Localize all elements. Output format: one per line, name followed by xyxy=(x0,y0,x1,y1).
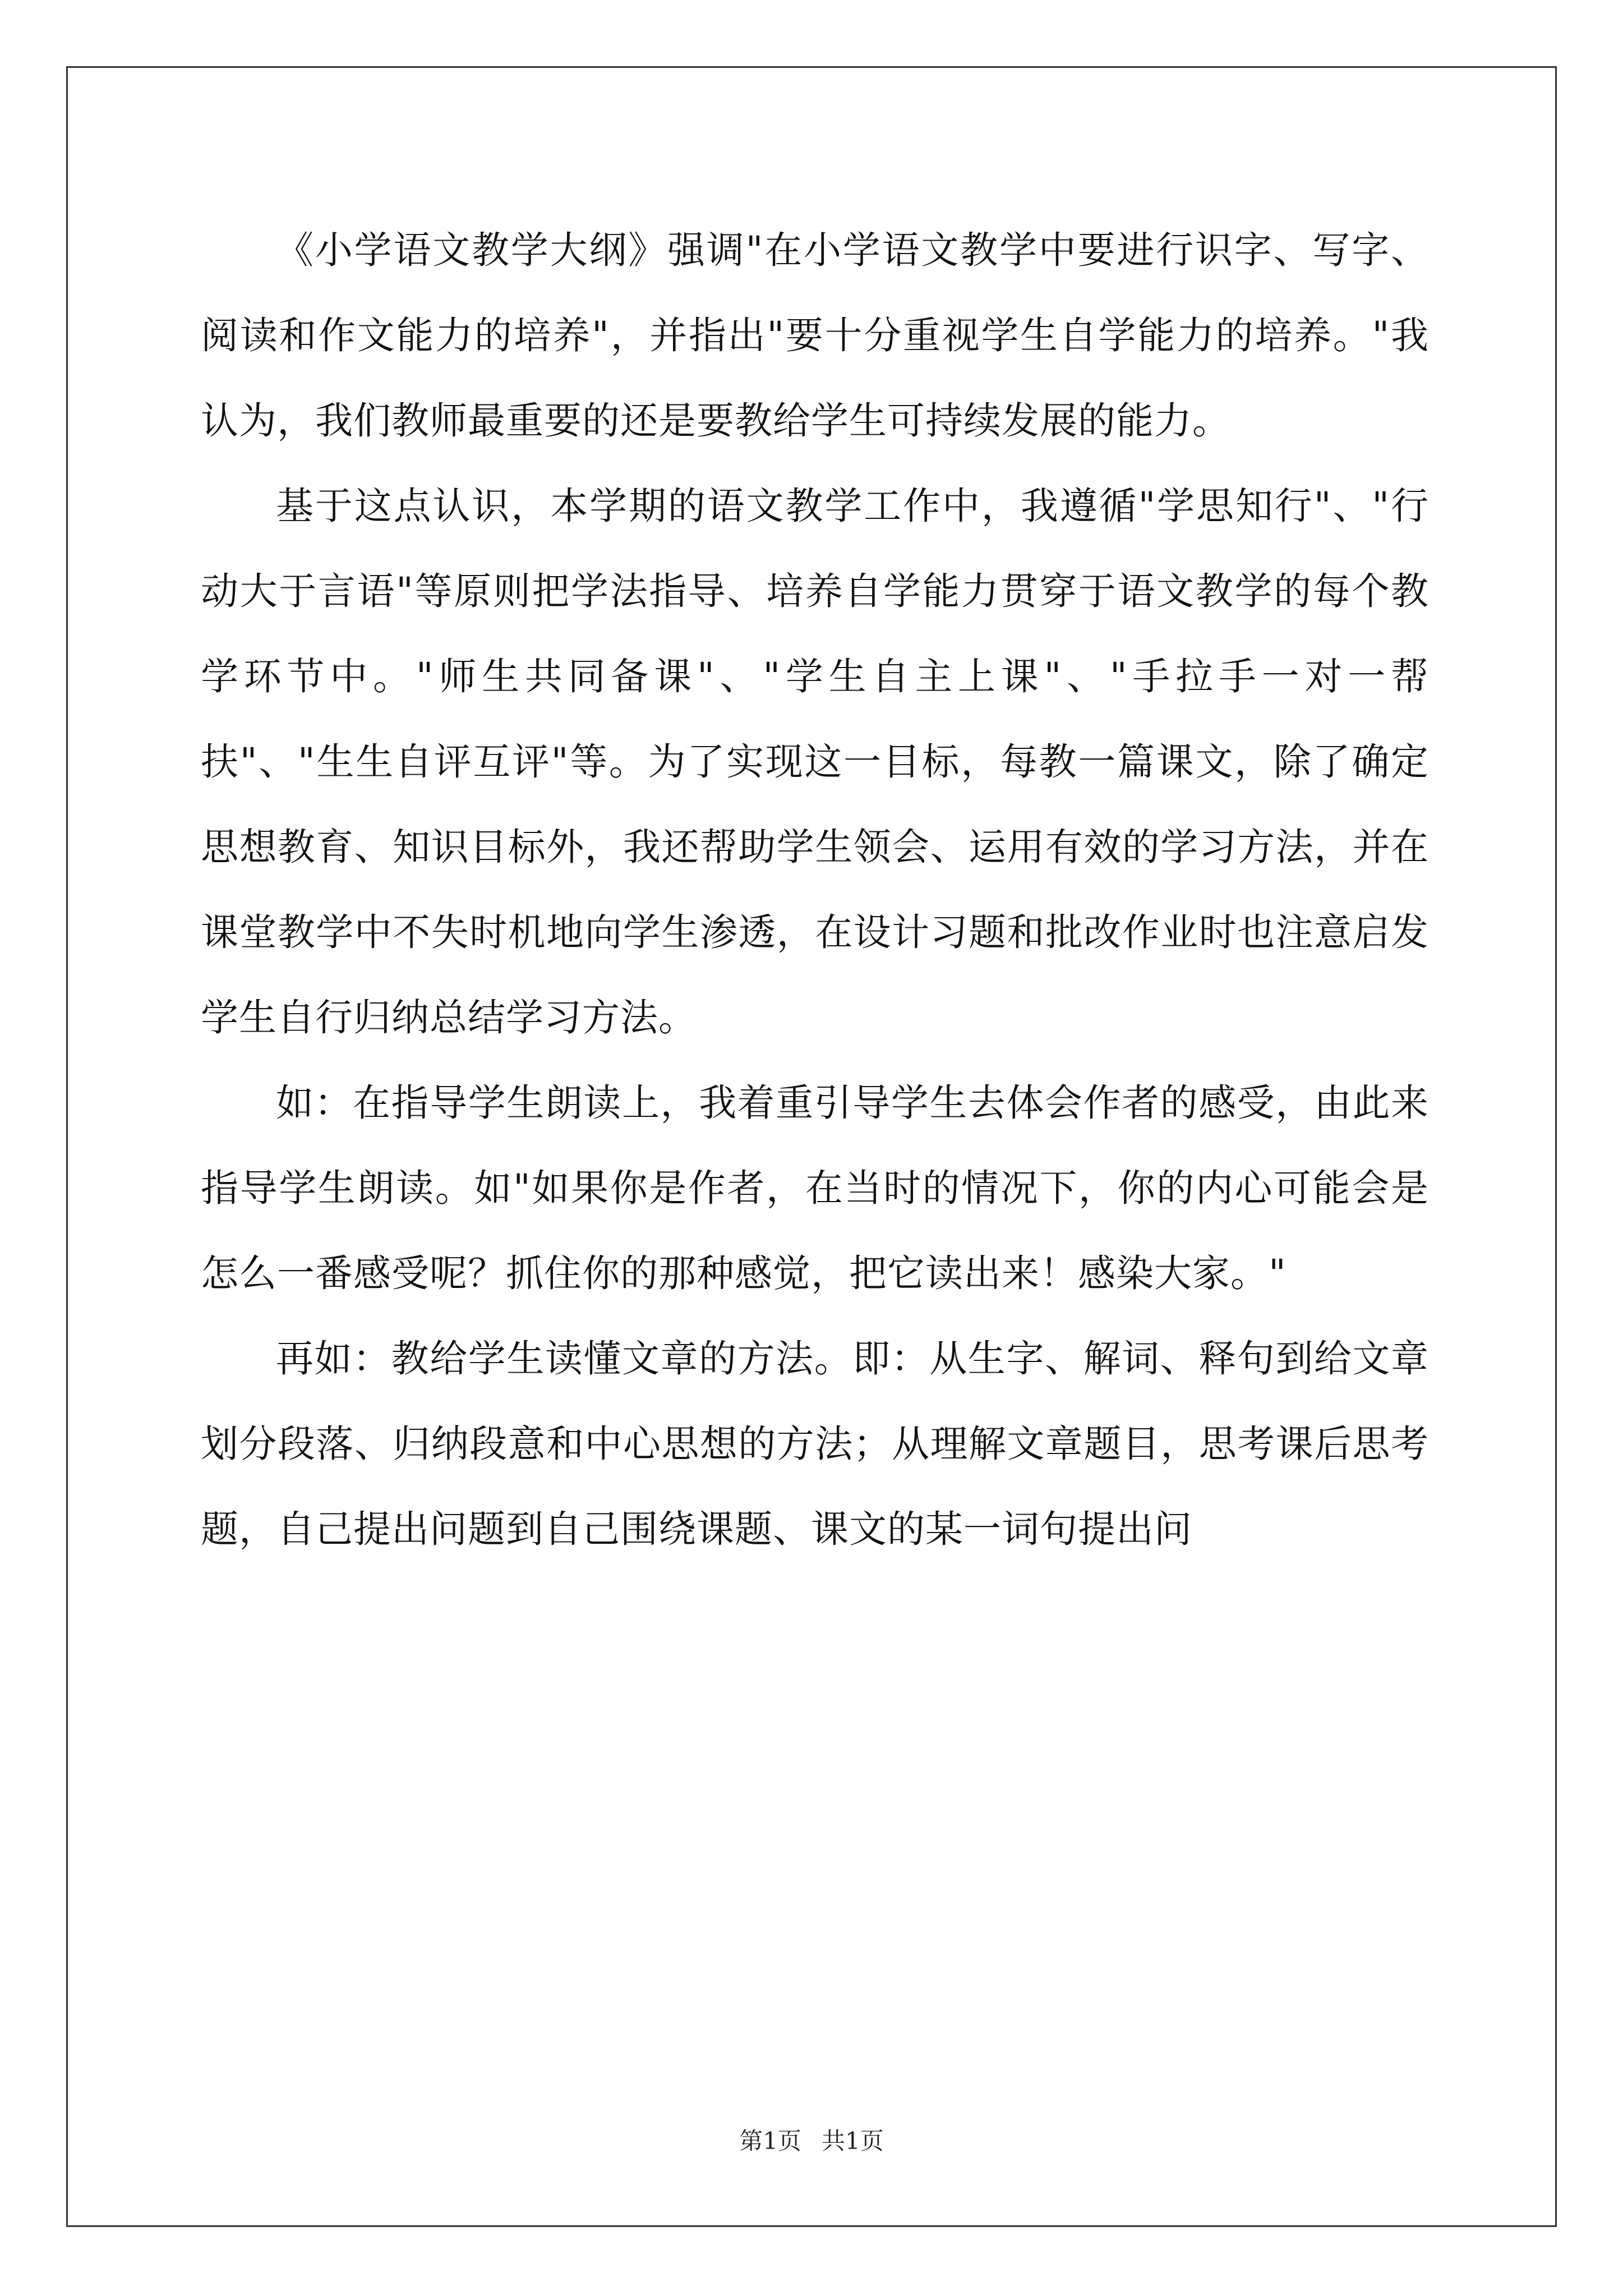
paragraph-4: 再如：教给学生读懂文章的方法。即：从生字、解词、释句到给文章划分段落、归纳段意和中心思想的方法；从理解文章题目，思考课后思考题，自己提出问题到自己围绕课题、课文的某一词句提出问 xyxy=(201,1337,1429,1551)
paragraph-3: 如：在指导学生朗读上，我着重引导学生去体会作者的感受，由此来指导学生朗读。如"如果你是作者，在当时的情况下，你的内心可能会是怎么一番感受呢？抓住你的那种感觉，把它读出来！感染大家。" xyxy=(201,1081,1429,1295)
paragraph-2: 基于这点认识，本学期的语文教学工作中，我遵循"学思知行"、"行动大于言语"等原则把学法指导、培养自学能力贯穿于语文教学的每个教学环节中。"师生共同备课"、"学生自主上课"、"手拉手一对一帮扶"、"生生自评互评"等。为了实现这一目标，每教一篇课文，除了确定思想教育、知识目标外，我还帮助学生领会、运用有效的学习方法，并在课堂教学中不失时机地向学生渗透，在设计习题和批改作业时也注意启发学生自行归纳总结学习方法。 xyxy=(201,484,1429,1039)
page-footer xyxy=(0,2123,1623,2156)
page-total: 共1页 xyxy=(822,2127,884,2155)
page-number: 第1页 xyxy=(739,2127,801,2155)
paragraph-1: 《小学语文教学大纲》强调"在小学语文教学中要进行识字、写字、阅读和作文能力的培养"，并指出"要十分重视学生自学能力的培养。"我认为，我们教师最重要的还是要教给学生可持续发展的能力。 xyxy=(201,228,1429,443)
document-body xyxy=(201,208,1429,1572)
